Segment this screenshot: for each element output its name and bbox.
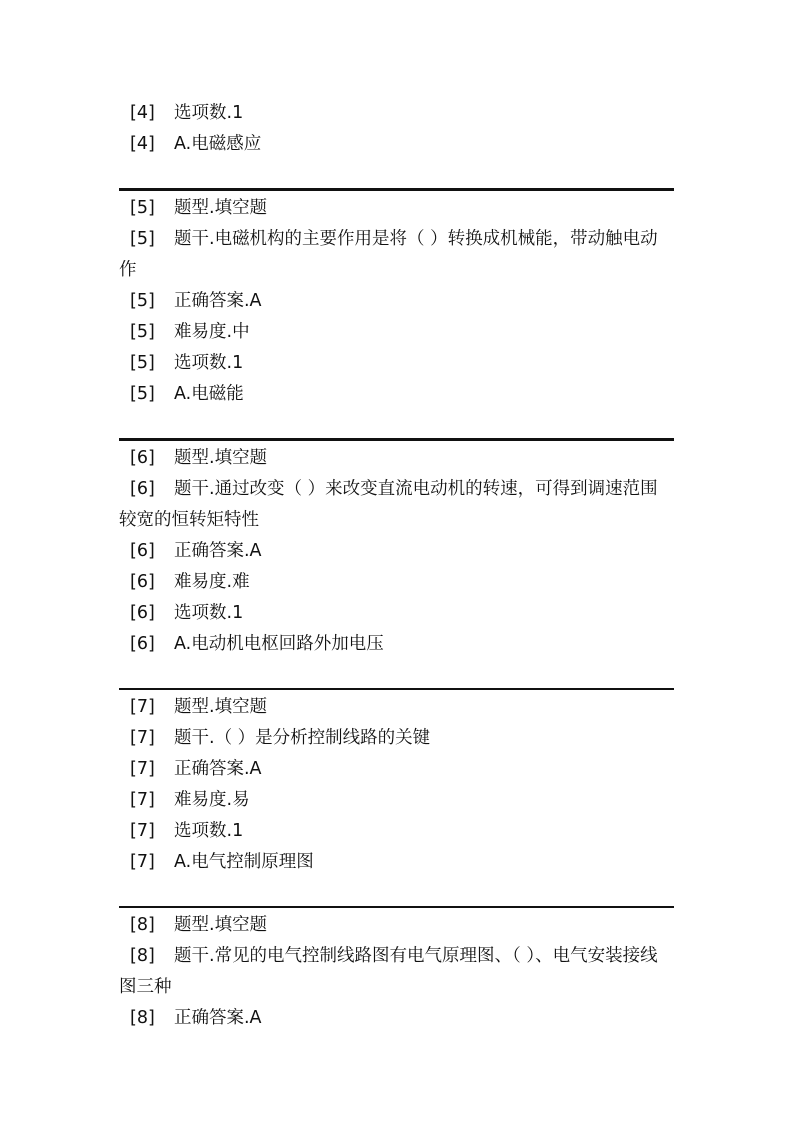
question-8 <box>119 910 674 1034</box>
q6-tag: [6] <box>130 634 155 654</box>
q6-option-a: A.电动机电枢回路外加电压 <box>174 634 384 654</box>
q4-options-line <box>119 98 674 129</box>
q7-tag: [7] <box>130 728 155 748</box>
q6-stem: 题干.通过改变（ ）来改变直流电动机的转速，可得到调速范围较宽的恒转矩特性 <box>119 479 658 530</box>
q6-type-line <box>119 443 674 474</box>
section-divider <box>119 438 674 441</box>
q8-stem-line <box>119 941 674 1003</box>
q5-answer: 正确答案.A <box>174 291 262 311</box>
q4-tag: [4] <box>130 103 155 123</box>
q8-type-line <box>119 910 674 941</box>
q6-answer-line <box>119 536 674 567</box>
q5-tag: [5] <box>130 322 155 342</box>
q8-stem: 题干.常见的电气控制线路图有电气原理图、（ ）、电气安装接线图三种 <box>119 946 658 997</box>
q6-tag: [6] <box>130 448 155 468</box>
q7-type-line <box>119 692 674 723</box>
q6-difficulty-line <box>119 567 674 598</box>
section-divider <box>119 906 674 908</box>
q5-answer-line <box>119 286 674 317</box>
q8-answer-line <box>119 1003 674 1034</box>
document-page <box>119 98 674 1034</box>
q5-tag: [5] <box>130 198 155 218</box>
q5-difficulty: 难易度.中 <box>174 322 250 342</box>
q8-type: 题型.填空题 <box>174 915 268 935</box>
q6-options-count: 选项数.1 <box>174 603 244 623</box>
q6-tag: [6] <box>130 603 155 623</box>
q7-difficulty-line <box>119 785 674 816</box>
section-divider <box>119 688 674 690</box>
question-5 <box>119 193 674 410</box>
q4-tag: [4] <box>130 134 155 154</box>
q7-stem-line <box>119 723 674 754</box>
q7-options-line <box>119 816 674 847</box>
q7-option-a-line <box>119 847 674 878</box>
q7-answer-line <box>119 754 674 785</box>
q8-tag: [8] <box>130 1008 155 1028</box>
q5-tag: [5] <box>130 384 155 404</box>
q6-tag: [6] <box>130 479 155 499</box>
q7-tag: [7] <box>130 821 155 841</box>
q4-options-count: 选项数.1 <box>174 103 244 123</box>
q7-option-a: A.电气控制原理图 <box>174 852 314 872</box>
q6-tag: [6] <box>130 572 155 592</box>
q5-option-a: A.电磁能 <box>174 384 244 404</box>
q6-stem-line <box>119 474 674 536</box>
q6-options-line <box>119 598 674 629</box>
q4-option-a: A.电磁感应 <box>174 134 262 154</box>
q5-type-line <box>119 193 674 224</box>
q5-options-line <box>119 348 674 379</box>
q6-type: 题型.填空题 <box>174 448 268 468</box>
q5-stem: 题干.电磁机构的主要作用是将（ ）转换成机械能，带动触电动作 <box>119 229 658 280</box>
q5-difficulty-line <box>119 317 674 348</box>
q4-option-a-line <box>119 129 674 160</box>
q7-tag: [7] <box>130 790 155 810</box>
q7-tag: [7] <box>130 852 155 872</box>
question-7 <box>119 692 674 878</box>
q6-option-a-line <box>119 629 674 660</box>
q7-options-count: 选项数.1 <box>174 821 244 841</box>
q8-tag: [8] <box>130 915 155 935</box>
q8-tag: [8] <box>130 946 155 966</box>
q5-tag: [5] <box>130 353 155 373</box>
q8-answer: 正确答案.A <box>174 1008 262 1028</box>
q5-option-a-line <box>119 379 674 410</box>
q5-tag: [5] <box>130 229 155 249</box>
q7-tag: [7] <box>130 759 155 779</box>
section-divider <box>119 188 674 191</box>
q6-difficulty: 难易度.难 <box>174 572 250 592</box>
q6-tag: [6] <box>130 541 155 561</box>
q5-tag: [5] <box>130 291 155 311</box>
question-6 <box>119 443 674 660</box>
q5-options-count: 选项数.1 <box>174 353 244 373</box>
q5-type: 题型.填空题 <box>174 198 268 218</box>
q7-type: 题型.填空题 <box>174 697 268 717</box>
q7-stem: 题干.（ ）是分析控制线路的关键 <box>174 728 431 748</box>
q7-tag: [7] <box>130 697 155 717</box>
q7-difficulty: 难易度.易 <box>174 790 250 810</box>
question-4-tail <box>119 98 674 160</box>
q7-answer: 正确答案.A <box>174 759 262 779</box>
q5-stem-line <box>119 224 674 286</box>
q6-answer: 正确答案.A <box>174 541 262 561</box>
